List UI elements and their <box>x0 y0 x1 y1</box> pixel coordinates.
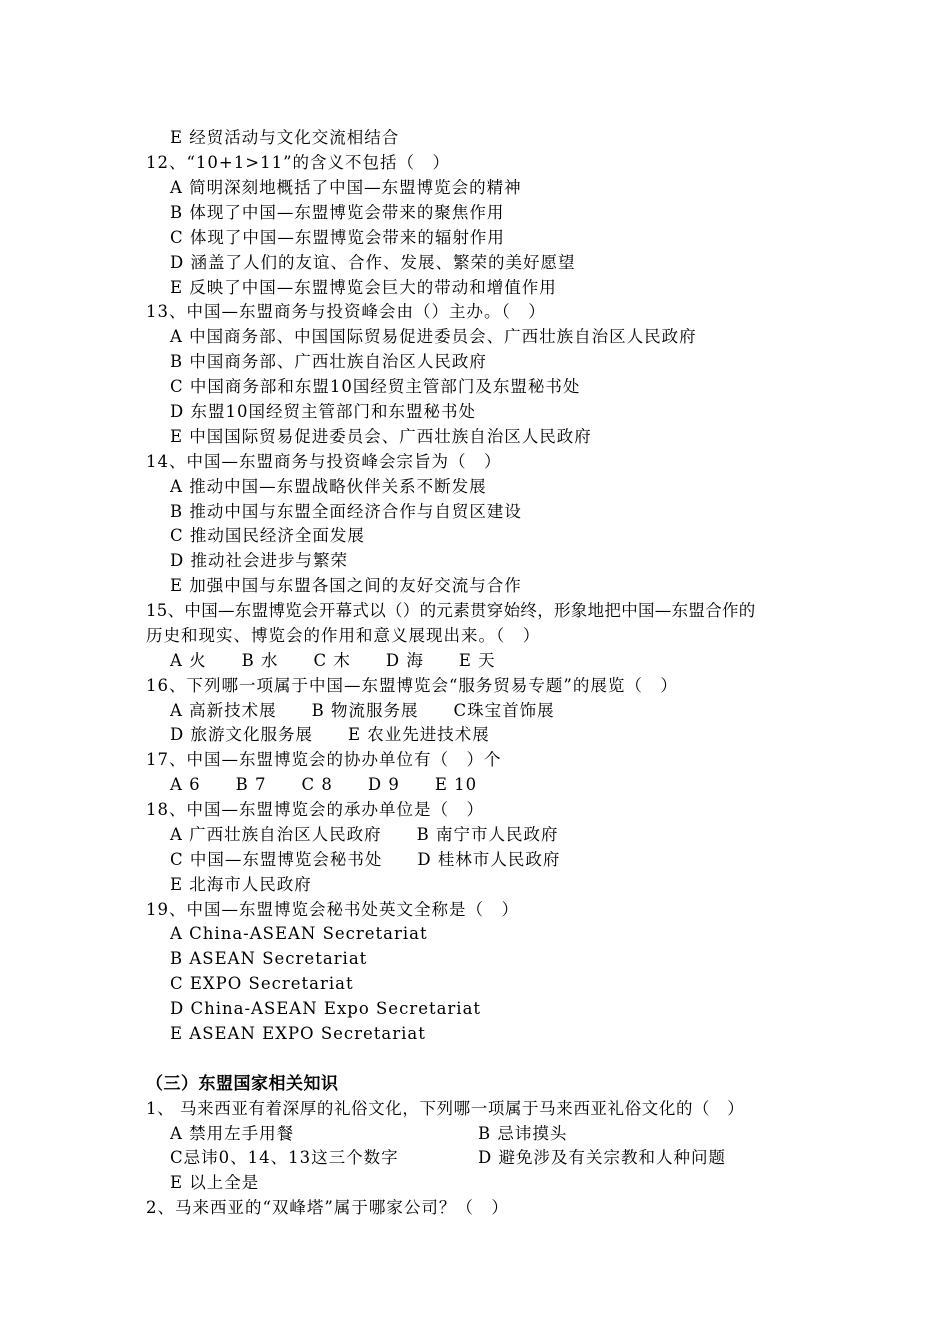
option-d: D 东盟10国经贸主管部门和东盟秘书处 <box>170 402 476 421</box>
option-d: D 避免涉及有关宗教和人种问题 <box>478 1148 726 1167</box>
section-heading: （三）东盟国家相关知识 <box>146 1074 339 1094</box>
options-row: C 中国—东盟博览会秘书处 D 桂林市人民政府 <box>170 850 561 869</box>
option-e: E ASEAN EXPO Secretariat <box>170 1024 426 1043</box>
option-e: E 北海市人民政府 <box>170 875 312 894</box>
option-b: B ASEAN Secretariat <box>170 949 368 968</box>
question-2: 2、马来西亚的“双峰塔”属于哪家公司？（ ） <box>146 1198 509 1217</box>
option-b: B 推动中国与东盟全面经济合作与自贸区建设 <box>170 502 522 521</box>
option-b: B 体现了中国—东盟博览会带来的聚焦作用 <box>170 203 505 222</box>
question-15-continued: 历史和现实、博览会的作用和意义展现出来。（ ） <box>146 626 541 645</box>
option-a: A 简明深刻地概括了中国—东盟博览会的精神 <box>170 178 522 197</box>
question-16: 16、下列哪一项属于中国—东盟博览会“服务贸易专题”的展览（ ） <box>146 676 678 695</box>
option-e: E 以上全是 <box>170 1173 260 1192</box>
option-b: B 中国商务部、广西壮族自治区人民政府 <box>170 352 487 371</box>
option-a: A China-ASEAN Secretariat <box>170 924 428 943</box>
option-d: D 推动社会进步与繁荣 <box>170 551 348 570</box>
options-row: A 广西壮族自治区人民政府 B 南宁市人民政府 <box>170 825 559 844</box>
options-row: A 火 B 水 C 木 D 海 E 天 <box>170 651 496 670</box>
question-1: 1、 马来西亚有着深厚的礼俗文化，下列哪一项属于马来西亚礼俗文化的（ ） <box>146 1099 745 1118</box>
question-13: 13、中国—东盟商务与投资峰会由（）主办。（ ） <box>146 302 546 321</box>
options-row: A 高新技术展 B 物流服务展 C珠宝首饰展 <box>170 701 555 720</box>
question-18: 18、中国—东盟博览会的承办单位是（ ） <box>146 800 484 819</box>
option-a: A 推动中国—东盟战略伙伴关系不断发展 <box>170 477 487 496</box>
options-row: A 6 B 7 C 8 D 9 E 10 <box>170 775 478 794</box>
question-15: 15、中国—东盟博览会开幕式以（）的元素贯穿始终，形象地把中国—东盟合作的 <box>146 601 756 620</box>
option-a: A 中国商务部、中国国际贸易促进委员会、广西壮族自治区人民政府 <box>170 327 697 346</box>
option-e: E 加强中国与东盟各国之间的友好交流与合作 <box>170 576 522 595</box>
question-17: 17、中国—东盟博览会的协办单位有（ ）个 <box>146 750 502 769</box>
question-12: 12、“10+1>11”的含义不包括（ ） <box>146 153 451 172</box>
option-b: B 忌讳摸头 <box>478 1124 568 1143</box>
option-a: A 禁用左手用餐 <box>170 1124 295 1143</box>
option-d: D 涵盖了人们的友谊、合作、发展、繁荣的美好愿望 <box>170 253 576 272</box>
option-c: C EXPO Secretariat <box>170 974 354 993</box>
option-e: E 中国国际贸易促进委员会、广西壮族自治区人民政府 <box>170 427 592 446</box>
option-c: C忌讳0、14、13这三个数字 <box>170 1148 399 1167</box>
question-19: 19、中国—东盟博览会秘书处英文全称是（ ） <box>146 900 519 919</box>
option-c: C 体现了中国—东盟博览会带来的辐射作用 <box>170 228 505 247</box>
option-c: C 推动国民经济全面发展 <box>170 526 365 545</box>
option-d: D China-ASEAN Expo Secretariat <box>170 999 482 1018</box>
question-14: 14、中国—东盟商务与投资峰会宗旨为（ ） <box>146 452 502 471</box>
option-e: E 反映了中国—东盟博览会巨大的带动和增值作用 <box>170 278 557 297</box>
option-e: E 经贸活动与文化交流相结合 <box>170 128 400 147</box>
options-row: D 旅游文化服务展 E 农业先进技术展 <box>170 725 490 744</box>
option-c: C 中国商务部和东盟10国经贸主管部门及东盟秘书处 <box>170 377 581 396</box>
